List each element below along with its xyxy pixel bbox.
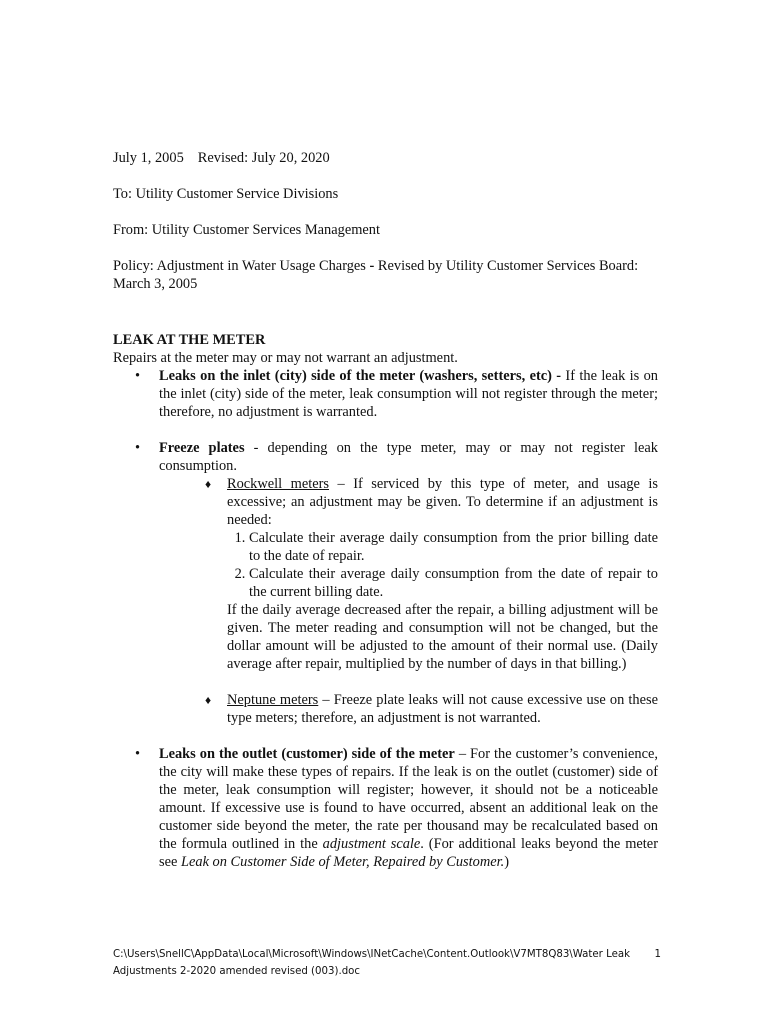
from-line: From: Utility Customer Services Management: [113, 222, 380, 238]
bullet-freeze-plates: [113, 439, 658, 475]
date-line: [113, 149, 658, 167]
document-body: [113, 149, 658, 871]
file-path: C:\Users\SnellC\AppData\Local\Microsoft\Windows\INetCache\Content.Outlook\V7MT8Q83\Water Leak Adjustments 2-2020 amended revised (003).doc: [113, 949, 631, 977]
bullet-outlet-leaks: [113, 745, 658, 871]
rockwell-steps: [227, 529, 658, 601]
revised-date: Revised: July 20, 2020: [197, 150, 330, 166]
section-intro: Repairs at the meter may or may not warrant an adjustment.: [113, 350, 458, 366]
rockwell-name: Rockwell meters: [227, 476, 330, 492]
bullet-text: - depending on the type meter, may or may not register leak consumption.: [159, 440, 659, 474]
rockwell-note: If the daily average decreased after the repair, a billing adjustment will be given. The meter reading and consumption will not be changed, but the dollar amount will be adjusted to the amount of their normal use. (Daily average after repair, multiplied by the number of days in that billing.): [227, 602, 658, 672]
diamond-icon: ♦: [205, 693, 212, 707]
neptune-text: – Freeze plate leaks will not cause excessive use on these type meters; therefore, an adjustment is not warranted.: [227, 692, 658, 726]
policy-label: Policy: Adjustment in Water Usage Charges: [113, 258, 370, 274]
step-item: 2. Calculate their average daily consumption from the date of repair to the current billing date.: [249, 565, 658, 601]
bullet-inlet-leaks: [113, 367, 658, 421]
page-footer: [113, 946, 661, 980]
sub-item-neptune: [181, 691, 658, 727]
memo-date: July 1, 2005: [113, 150, 184, 166]
bullet-icon: •: [135, 440, 141, 456]
section-title: LEAK AT THE METER: [113, 332, 266, 348]
neptune-name: Neptune meters: [227, 692, 319, 708]
policy-dash: -: [369, 258, 375, 274]
bullet-icon: •: [135, 368, 141, 384]
diamond-icon: ♦: [205, 477, 212, 491]
bullet-text-continued: . (For additional leaks beyond the meter see: [159, 836, 658, 870]
bullet-text: – For the customer’s convenience, the city will make these types of repairs. If the leak is on the outlet (customer) side of the meter, leak consumption will register; however, it should not be a noticeable amount. If excessive use is found to have occurred, absent an additional leak on the customer side beyond the meter, the rate per thousand may be recalculated based on the formula outlined in the: [159, 746, 658, 852]
bullet-heading: Leaks on the inlet (city) side of the meter (washers, setters, etc) -: [159, 368, 562, 384]
to-line: To: Utility Customer Service Divisions: [113, 186, 339, 202]
policy-revised: Revised by Utility Customer Services Board: March 3, 2005: [113, 258, 639, 292]
bullet-heading: Freeze plates: [159, 440, 245, 456]
step-item: 1. Calculate their average daily consumption from the prior billing date to the date of repair.: [249, 529, 658, 565]
bullet-text-end: ): [504, 854, 509, 870]
adjustment-scale-ref: adjustment scale: [322, 836, 421, 852]
bullet-icon: •: [135, 746, 141, 762]
bullet-text: If the leak is on the inlet (city) side of the meter, leak consumption will not register through the meter; therefore, no adjustment is warranted.: [159, 368, 658, 420]
customer-side-ref: Leak on Customer Side of Meter, Repaired by Customer.: [180, 854, 505, 870]
sub-item-rockwell: [181, 475, 658, 673]
rockwell-text: – If serviced by this type of meter, and usage is excessive; an adjustment may be given. To determine if an adjustment is needed:: [227, 476, 659, 528]
page-number: 1: [654, 949, 661, 960]
bullet-heading: Leaks on the outlet (customer) side of the meter: [159, 746, 455, 762]
policy-line: [113, 257, 658, 293]
